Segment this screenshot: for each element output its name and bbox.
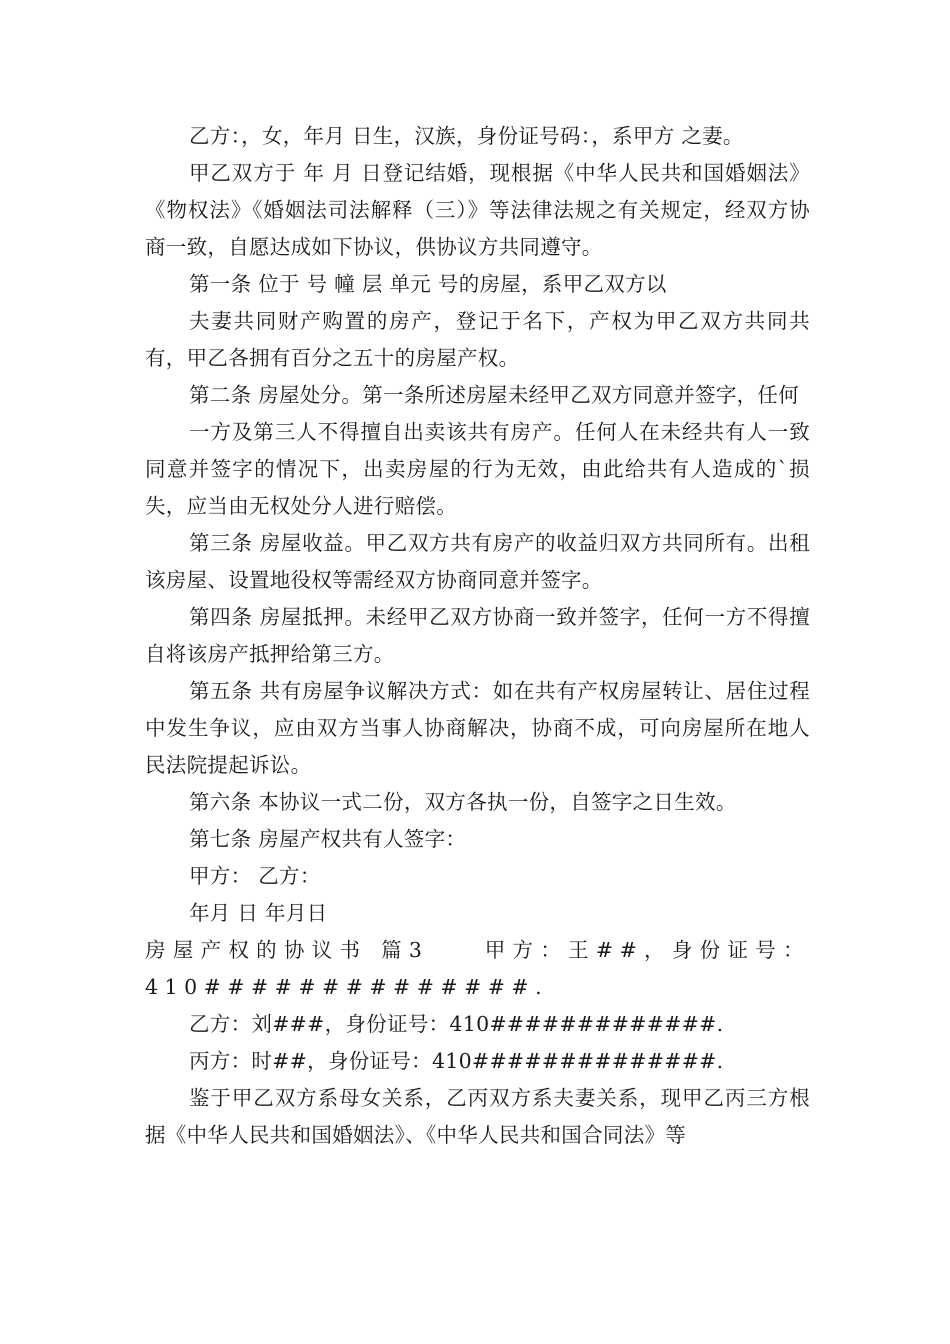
paragraph-article-1: 第一条 位于 号 幢 层 单元 号的房屋，系甲乙双方以 [189, 272, 667, 296]
paragraph-article-2-cont: 一方及第三人不得擅自出卖该共有房产。任何人在未经共有人一致同意并签字的情况下，出卖房屋的行为无效，由此给共有人造成的`损失，应当由无权处分人进行赔偿。 [145, 420, 810, 518]
paragraph-article-1-cont: 夫妻共同财产购置的房产，登记于名下，产权为甲乙双方共同共有，甲乙各拥有百分之五十的房屋产权。 [145, 309, 810, 370]
paragraph-article-4: 第四条 房屋抵押。未经甲乙双方协商一致并签字，任何一方不得擅自将该房产抵押给第三方。 [145, 605, 810, 666]
date-line: 年月 日 年月日 [189, 901, 328, 925]
paragraph-preamble: 甲乙双方于 年 月 日登记结婚，现根据《中华人民共和国婚姻法》《物权法》《婚姻法司法解释（三）》等法律法规之有关规定，经双方协商一致，自愿达成如下协议，供协议方共同遵守。 [145, 161, 810, 259]
paragraph-article-3: 第三条 房屋收益。甲乙双方共有房产的收益归双方共同所有。出租该房屋、设置地役权等需经双方协商同意并签字。 [145, 531, 810, 592]
section-heading-agreement-3: 房屋产权的协议书 篇3 甲方：王##，身份证号：410##############. [145, 938, 810, 999]
paragraph-article-2: 第二条 房屋处分。第一条所述房屋未经甲乙双方同意并签字，任何 [189, 383, 800, 407]
document-body [145, 118, 810, 1154]
paragraph-party-c-id: 丙方：时##，身份证号：410##############. [189, 1049, 724, 1073]
paragraph-article-7: 第七条 房屋产权共有人签字： [189, 827, 467, 851]
signature-line: 甲方： 乙方： [189, 864, 321, 888]
paragraph-recital: 鉴于甲乙双方系母女关系，乙丙双方系夫妻关系，现甲乙丙三方根据《中华人民共和国婚姻法》、《中华人民共和国合同法》等 [145, 1086, 810, 1147]
paragraph-article-5: 第五条 共有房屋争议解决方式：如在共有产权房屋转让、居住过程中发生争议，应由双方当事人协商解决，协商不成，可向房屋所在地人民法院提起诉讼。 [145, 679, 810, 777]
paragraph-party-b: 乙方：，女，年月 日生，汉族，身份证号码：，系甲方 之妻。 [189, 124, 744, 148]
paragraph-party-b-id: 乙方：刘###，身份证号：410#############. [189, 1012, 724, 1036]
paragraph-article-6: 第六条 本协议一式二份，双方各执一份，自签字之日生效。 [189, 790, 737, 814]
